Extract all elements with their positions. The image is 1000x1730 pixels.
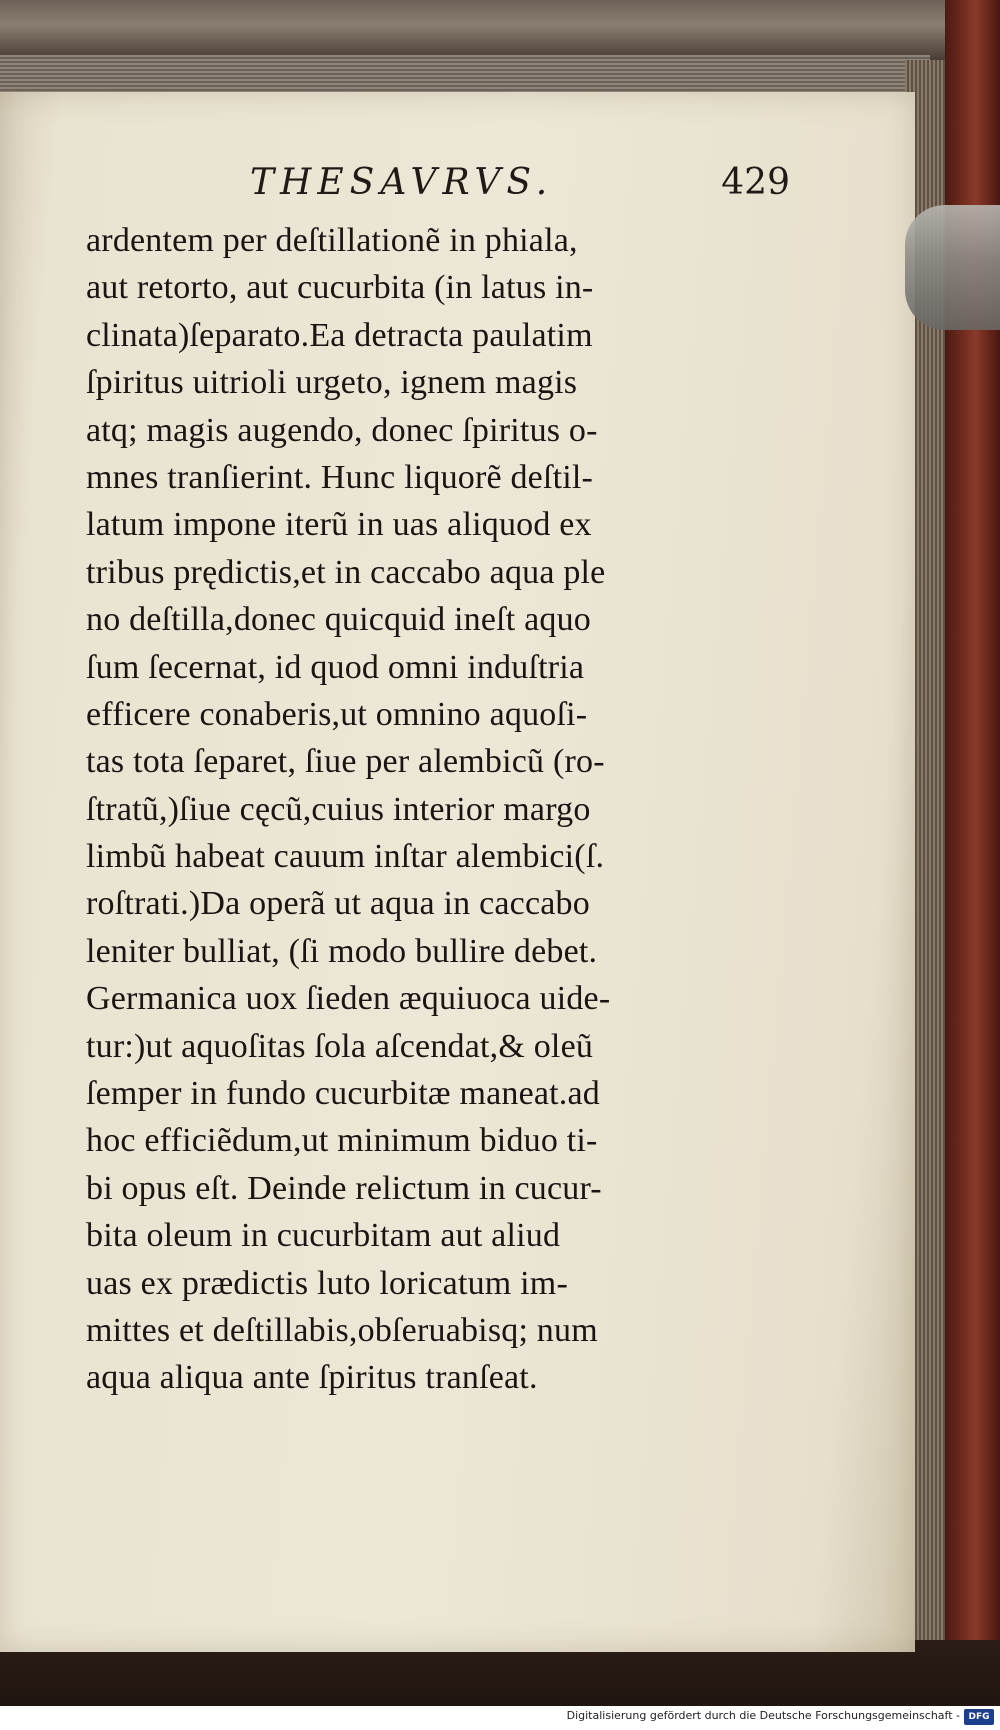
text-line: uas ex prædictis luto loricatum im- xyxy=(86,1264,568,1302)
text-line: efficere conaberis,ut omnino aquoſi- xyxy=(86,695,588,733)
text-line: clinata)ſeparato.Ea detracta paulatim xyxy=(86,316,593,354)
text-line: tas tota ſeparet, ſiue per alembicũ (ro- xyxy=(86,743,605,781)
text-line: ſtratũ,)ſiue cęcũ,cuius interior margo xyxy=(86,790,591,828)
text-line: tribus prędictis,et in caccabo aqua ple xyxy=(86,553,606,591)
footer-credit: Digitalisierung gefördert durch die Deutsche Forschungsgemeinschaft - xyxy=(566,1709,960,1722)
page-stack-top xyxy=(0,55,930,97)
text-line: no deſtilla,donec quicquid ineſt aquo xyxy=(86,601,591,639)
text-line: bi opus eſt. Deinde relictum in cucur- xyxy=(86,1169,602,1207)
dfg-logo: DFG xyxy=(964,1709,994,1725)
book-page xyxy=(0,92,915,1652)
page-number: 429 xyxy=(721,162,790,203)
text-line: bita oleum in cucurbitam aut aliud xyxy=(86,1217,561,1255)
digitization-footer xyxy=(0,1706,1000,1730)
body-text xyxy=(86,217,776,1402)
page-clip xyxy=(905,205,1000,330)
text-line: aqua aliqua ante ſpiritus tranſeat. xyxy=(86,1359,538,1397)
text-line: ardentem per deſtillationẽ in phiala, xyxy=(86,222,578,259)
text-line: latum impone iterũ in uas aliquod ex xyxy=(86,506,592,544)
text-line: atq; magis augendo, donec ſpiritus o- xyxy=(86,411,598,449)
text-line: tur:)ut aquoſitas ſola aſcendat,& oleũ xyxy=(86,1027,594,1065)
text-line: ſemper in fundo cucurbitæ maneat.ad xyxy=(86,1075,600,1113)
text-line: mittes et deſtillabis,obſeruabisq; num xyxy=(86,1311,598,1349)
text-line: limbũ habeat cauum inſtar alembici(ſ. xyxy=(86,838,605,876)
text-line: roſtrati.)Da operã ut aqua in caccabo xyxy=(86,885,590,923)
running-title: THESAVRVS. xyxy=(250,162,554,203)
text-line: hoc efficiẽdum,ut minimum biduo ti- xyxy=(86,1122,598,1160)
text-line: ſpiritus uitrioli urgeto, ignem magis xyxy=(86,364,578,402)
text-line: mnes tranſierint. Hunc liquorẽ deſtil- xyxy=(86,458,594,496)
text-line: Germanica uox ſieden æquiuoca uide- xyxy=(86,980,611,1018)
text-line: ſum ſecernat, id quod omni induſtria xyxy=(86,648,585,686)
text-line: leniter bulliat, (ſi modo bullire debet. xyxy=(86,932,598,970)
page-header xyxy=(250,162,790,210)
text-line: aut retorto, aut cucurbita (in latus in- xyxy=(86,269,594,307)
